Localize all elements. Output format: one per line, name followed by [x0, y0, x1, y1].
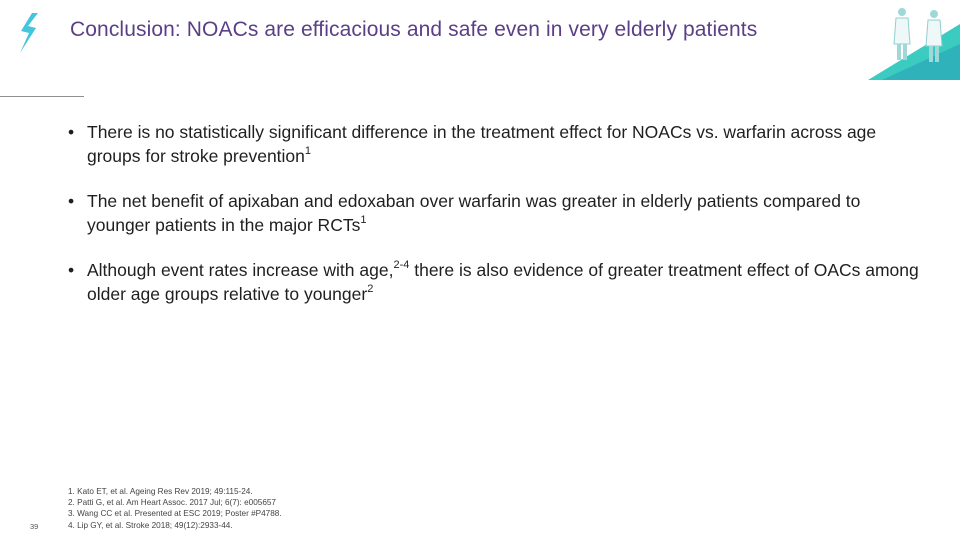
slide-title: Conclusion: NOACs are efficacious and safe even in very elderly patients	[70, 18, 758, 41]
reference-item: 3. Wang CC et al. Presented at ESC 2019; Poster #P4788.	[68, 509, 282, 519]
doctors-walking-illustration	[868, 0, 960, 80]
bullet-list	[66, 120, 926, 327]
bullet-item: • The net benefit of apixaban and edoxaban over warfarin was greater in elderly patients compared to younger patients in the major RCTs$^1$	[68, 191, 861, 235]
references-list	[68, 486, 468, 531]
reference-item: 4. Lip GY, et al. Stroke 2018; 49(12):2933-44.	[68, 520, 233, 530]
bullet-item: • There is no statistically significant difference in the treatment effect for NOACs vs. warfarin across age groups for stroke prevention$^1$	[68, 122, 877, 166]
lightning-bolt-icon	[8, 10, 48, 56]
reference-item: 2. Patti G, et al. Am Heart Assoc. 2017 Jul; 6(7): e005657	[68, 498, 276, 508]
bullet-item: • Although event rates increase with age,$^{2-4}$ there is also evidence of greater treatment effect of OACs among older age groups relative to younger$^2$	[68, 259, 919, 304]
title-divider	[0, 96, 84, 97]
reference-item: 1. Kato ET, et al. Ageing Res Rev 2019; 49:115-24.	[68, 487, 253, 496]
page-number: 39	[30, 522, 39, 531]
